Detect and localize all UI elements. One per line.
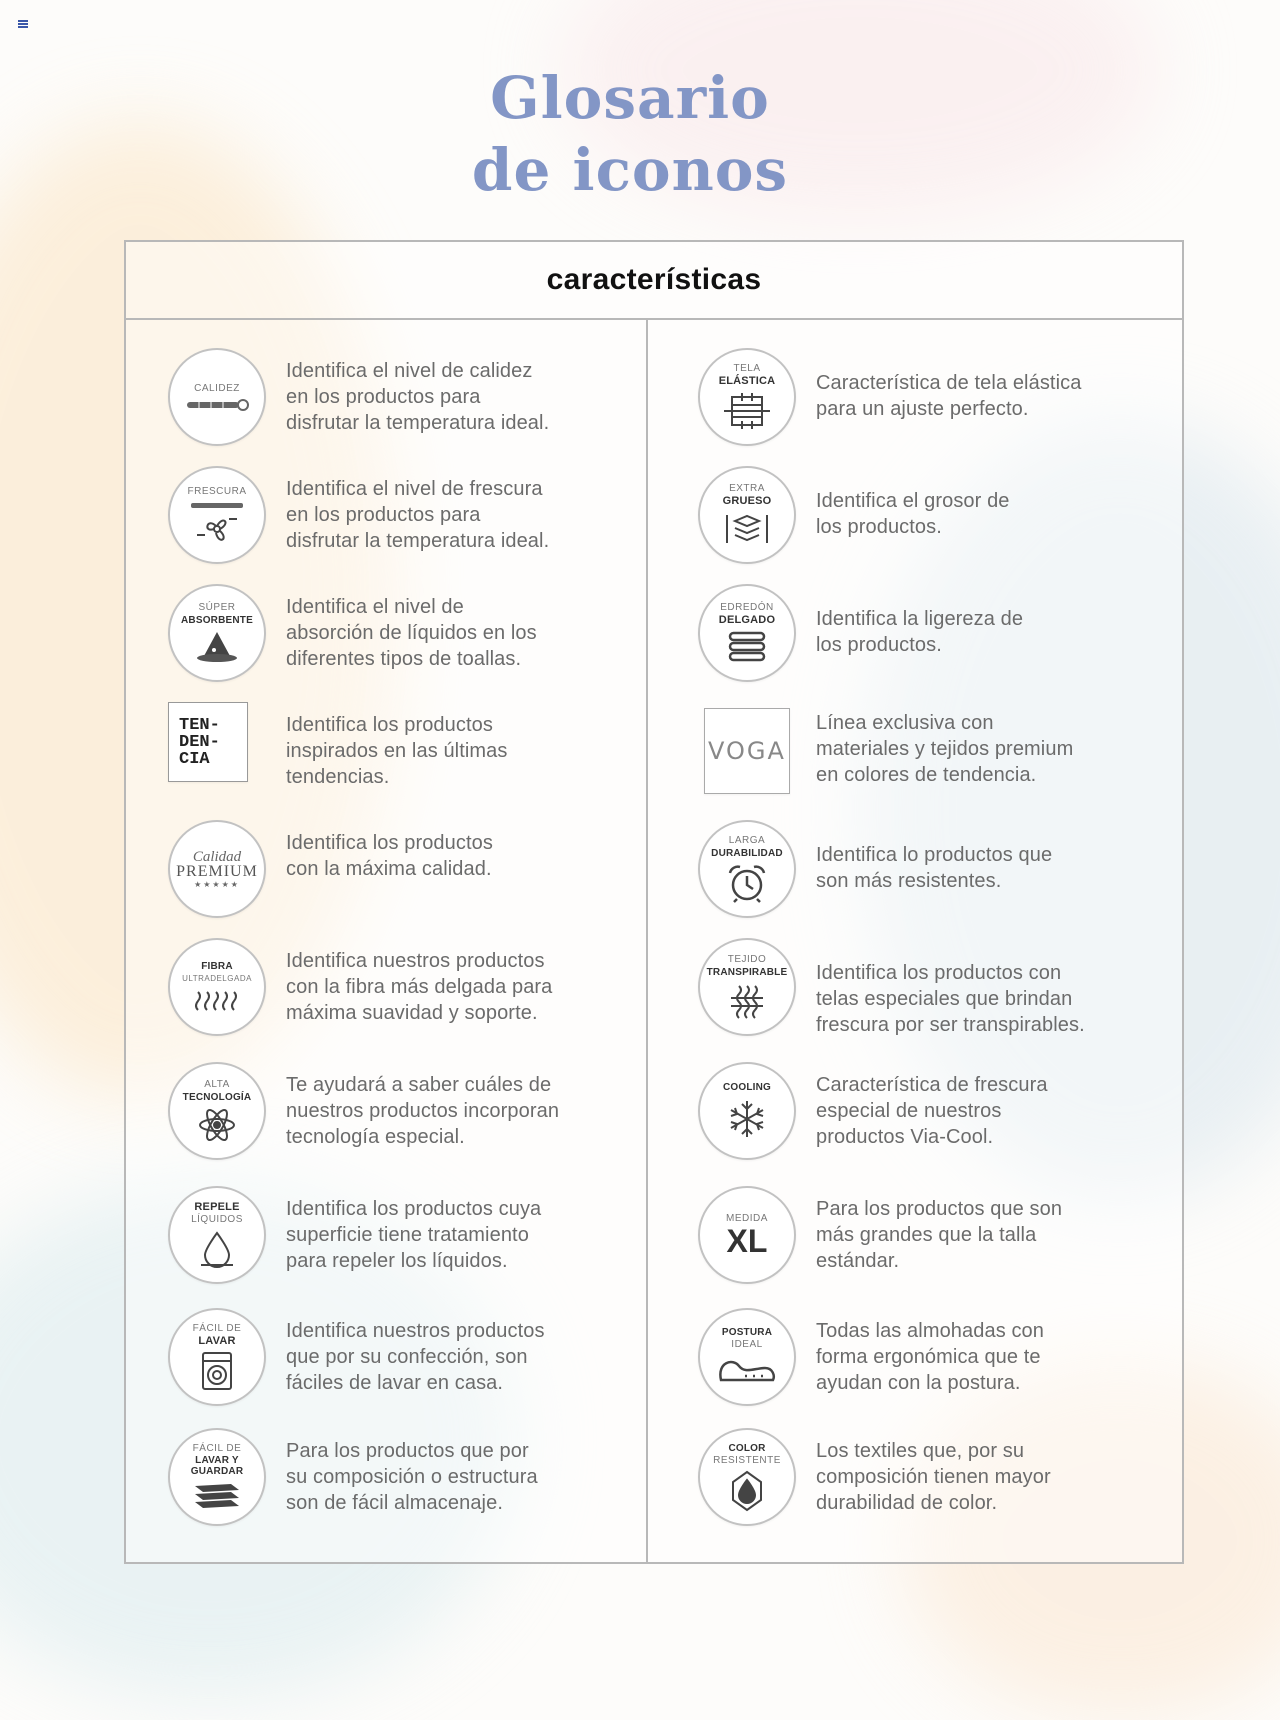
item-description: Identifica el grosor de los productos. (816, 490, 1010, 538)
badge-label: POSTURA (721, 1327, 773, 1338)
thin-stack-icon (698, 584, 796, 682)
badge-label: COLOR (728, 1443, 766, 1454)
fan-icon (168, 466, 266, 564)
title-line-2: de iconos (471, 136, 789, 204)
glossary-item-tela-elastica (648, 340, 1166, 458)
premium-quality-icon (168, 820, 266, 918)
item-description: Identifica el nivel de calidez en los productos para disfrutar la temperatura ideal. (286, 360, 550, 434)
tendencia-icon: TEN- DEN- CIA (168, 702, 248, 782)
item-description: Identifica los productos cuya superficie tiene tratamiento para repeler los líquidos. (286, 1198, 542, 1272)
page-title (0, 62, 1260, 206)
badge-label: Calidad (192, 848, 242, 865)
glossary-item-color-resistente (648, 1420, 1166, 1538)
item-description: Identifica los productos con telas especiales que brindan frescura por ser transpirables. (816, 962, 1085, 1036)
glossary-item-postura (648, 1300, 1166, 1418)
item-description: Identifica los productos inspirados en las últimas tendencias. (286, 714, 508, 788)
voga-logo-icon (704, 708, 790, 794)
badge-label: SÚPER (198, 602, 236, 613)
glossary-item-durabilidad (648, 812, 1166, 930)
badge-label: EXTRA (729, 483, 765, 494)
size-xl-icon (698, 1186, 796, 1284)
color-drop-icon (698, 1428, 796, 1526)
badge-label-bold: TRANSPIRABLE (706, 967, 788, 978)
glossary-item-voga (648, 694, 1166, 812)
glossary-item-calidez (126, 340, 644, 458)
badge-label: TEJIDO (727, 954, 767, 965)
badge-label-bold: LAVAR Y GUARDAR (190, 1454, 244, 1477)
water-drop-icon (168, 584, 266, 682)
alarm-clock-icon (698, 820, 796, 918)
fiber-waves-icon (168, 938, 266, 1036)
layers-thick-icon (698, 466, 796, 564)
item-description: Identifica nuestros productos con la fibra más delgada para máxima suavidad y soporte. (286, 950, 553, 1024)
item-description: Para los productos que por su composición o estructura son de fácil almacenaje. (286, 1440, 538, 1514)
item-description: Característica de tela elástica para un ajuste perfecto. (816, 372, 1082, 420)
pillow-posture-icon (698, 1308, 796, 1406)
badge-label-bold: IDEAL (731, 1339, 763, 1350)
item-description: Identifica los productos con la máxima calidad. (286, 832, 493, 880)
folded-stack-icon (168, 1428, 266, 1526)
section-heading: características (126, 242, 1182, 320)
badge-label: REPELE (194, 1201, 240, 1213)
badge-label-bold: ELÁSTICA (718, 375, 776, 387)
glossary-item-extra-grueso (648, 458, 1166, 576)
glossary-item-repele (126, 1178, 644, 1296)
badge-label: CALIDEZ (194, 382, 240, 394)
glossary-item-cooling (648, 1054, 1166, 1172)
badge-label: TELA (733, 363, 761, 374)
glossary-item-lavar-guardar (126, 1420, 644, 1538)
item-description: Identifica el nivel de frescura en los productos para disfrutar la temperatura ideal. (286, 478, 550, 552)
liquid-repel-icon (168, 1186, 266, 1284)
thermometer-icon (168, 348, 266, 446)
atom-icon (168, 1062, 266, 1160)
glossary-item-transpirable (648, 930, 1166, 1048)
item-description: Característica de frescura especial de nuestros productos Via-Cool. (816, 1074, 1048, 1148)
icon-glossary-table (124, 240, 1184, 1564)
breathable-fabric-icon (698, 938, 796, 1036)
glossary-item-premium (126, 812, 644, 930)
item-description: Línea exclusiva con materiales y tejidos premium en colores de tendencia. (816, 712, 1074, 786)
badge-label: FIBRA (201, 961, 233, 972)
badge-label: EDREDÓN (720, 602, 774, 613)
item-description: Identifica lo productos que son más resistentes. (816, 844, 1053, 892)
title-line-1: Glosario (490, 64, 770, 132)
badge-label-bold: TECNOLOGÍA (182, 1092, 252, 1103)
badge-label: FÁCIL DE (192, 1442, 242, 1454)
item-description: Identifica la ligereza de los productos. (816, 608, 1024, 656)
item-description: Los textiles que, por su composición tienen mayor durabilidad de color. (816, 1440, 1051, 1514)
glossary-item-medida-xl (648, 1178, 1166, 1296)
badge-label: FÁCIL DE (192, 1323, 242, 1334)
badge-label-bold: LÍQUIDOS (191, 1214, 243, 1225)
badge-label-bold: LAVAR (198, 1335, 236, 1347)
badge-label-bold: VOGA (708, 737, 786, 765)
item-description: Para los productos que son más grandes que la talla estándar. (816, 1198, 1063, 1272)
item-description: Todas las almohadas con forma ergonómica que te ayudan con la postura. (816, 1320, 1044, 1394)
badge-label-bold: PREMIUM (176, 862, 258, 880)
badge-label: MEDIDA (726, 1213, 768, 1224)
badge-label-bold: ULTRADELGADA (182, 974, 252, 983)
badge-label-bold: COOLING (722, 1082, 772, 1093)
badge-label-bold: ABSORBENTE (180, 615, 253, 626)
badge-label-bold: RESISTENTE (713, 1455, 781, 1466)
glossary-item-tendencia (126, 694, 644, 812)
item-description: Te ayudará a saber cuáles de nuestros productos incorporan tecnología especial. (286, 1074, 560, 1148)
badge-label: ALTA (204, 1079, 230, 1090)
stars-icon: ★★★★★ (194, 879, 240, 889)
glossary-item-absorbente (126, 576, 644, 694)
badge-label-bold: XL (726, 1223, 768, 1259)
glossary-item-fibra (126, 930, 644, 1048)
glossary-item-edredon-delgado (648, 576, 1166, 694)
glossary-item-facil-lavar (126, 1300, 644, 1418)
stretch-fabric-icon (698, 348, 796, 446)
item-description: Identifica el nivel de absorción de líquidos en los diferentes tipos de toallas. (286, 596, 537, 670)
badge-label: LARGA (728, 835, 766, 846)
badge-label-bold: DELGADO (718, 614, 776, 626)
menu-icon[interactable] (18, 20, 28, 28)
item-description: Identifica nuestros productos que por su confección, son fáciles de lavar en casa. (286, 1320, 545, 1394)
badge-label-bold: GRUESO (722, 495, 772, 507)
glossary-item-tecnologia (126, 1054, 644, 1172)
badge-label: FRESCURA (187, 485, 247, 497)
washing-machine-icon (168, 1308, 266, 1406)
badge-label-bold: DURABILIDAD (711, 848, 783, 859)
glossary-item-frescura (126, 458, 644, 576)
snowflake-icon (698, 1062, 796, 1160)
